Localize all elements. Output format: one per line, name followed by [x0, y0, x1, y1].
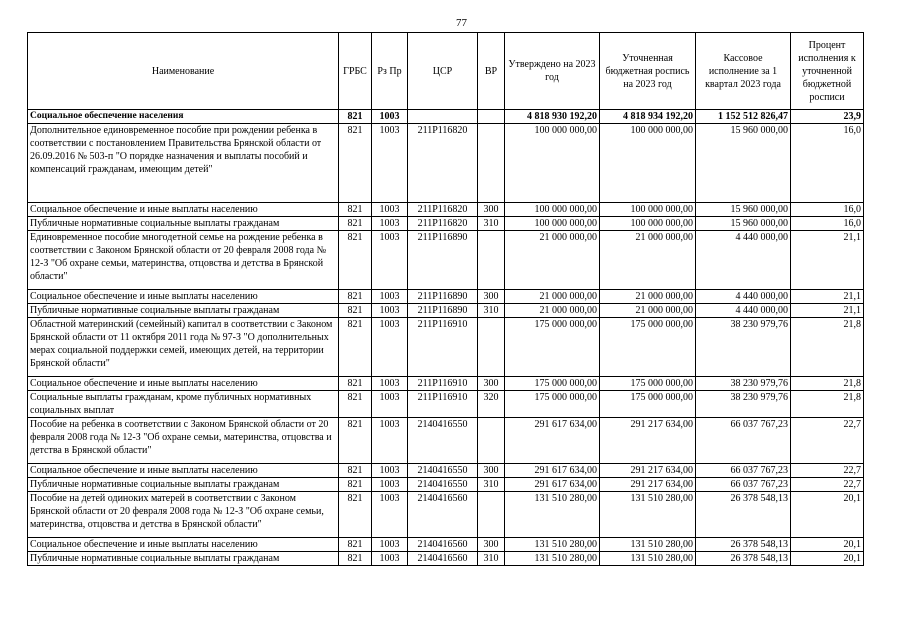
- cell-cash: 38 230 979,76: [696, 377, 791, 391]
- cell-approved: 175 000 000,00: [505, 318, 600, 377]
- cell-percent: 23,9: [791, 110, 864, 124]
- table-row: [28, 217, 864, 231]
- cell-approved: 100 000 000,00: [505, 124, 600, 203]
- cell-csr: 2140416560: [408, 492, 478, 538]
- header-csr: ЦСР: [408, 33, 478, 110]
- table-header-row: [28, 33, 864, 110]
- cell-rzpr: 1003: [372, 203, 408, 217]
- cell-vr: 310: [478, 552, 505, 566]
- cell-percent: 16,0: [791, 217, 864, 231]
- cell-cash: 1 152 512 826,47: [696, 110, 791, 124]
- cell-approved: 21 000 000,00: [505, 304, 600, 318]
- cell-grbs: 821: [339, 464, 372, 478]
- cell-refined: 100 000 000,00: [600, 217, 696, 231]
- cell-cash: 26 378 548,13: [696, 552, 791, 566]
- cell-rzpr: 1003: [372, 217, 408, 231]
- cell-grbs: 821: [339, 492, 372, 538]
- cell-rzpr: 1003: [372, 124, 408, 203]
- table-row: [28, 464, 864, 478]
- cell-refined: 21 000 000,00: [600, 304, 696, 318]
- cell-name: Социальное обеспечение и иные выплаты населению: [28, 377, 339, 391]
- cell-approved: 4 818 930 192,20: [505, 110, 600, 124]
- cell-rzpr: 1003: [372, 110, 408, 124]
- cell-approved: 100 000 000,00: [505, 217, 600, 231]
- cell-rzpr: 1003: [372, 304, 408, 318]
- cell-approved: 175 000 000,00: [505, 377, 600, 391]
- cell-csr: 2140416550: [408, 418, 478, 464]
- cell-name: Публичные нормативные социальные выплаты гражданам: [28, 552, 339, 566]
- cell-cash: 15 960 000,00: [696, 217, 791, 231]
- cell-name: Дополнительное единовременное пособие при рождении ребенка в соответствии с постановлением Правительства Брянской области от 26.09.2016 № 503-п "О порядке назначения и выплаты пособий и компенсаций гражданам, имеющим детей": [28, 124, 339, 203]
- cell-csr: [408, 110, 478, 124]
- table-row: [28, 290, 864, 304]
- table-row: [28, 110, 864, 124]
- cell-csr: 2140416560: [408, 552, 478, 566]
- cell-csr: 211P116910: [408, 318, 478, 377]
- cell-name: Социальное обеспечение и иные выплаты населению: [28, 203, 339, 217]
- cell-name: Публичные нормативные социальные выплаты гражданам: [28, 217, 339, 231]
- cell-percent: 16,0: [791, 124, 864, 203]
- cell-csr: 211P116910: [408, 391, 478, 418]
- cell-name: Публичные нормативные социальные выплаты гражданам: [28, 478, 339, 492]
- cell-percent: 21,8: [791, 318, 864, 377]
- cell-refined: 175 000 000,00: [600, 377, 696, 391]
- cell-grbs: 821: [339, 478, 372, 492]
- table-row: [28, 552, 864, 566]
- table-row: [28, 478, 864, 492]
- cell-cash: 4 440 000,00: [696, 290, 791, 304]
- budget-execution-table: [27, 32, 864, 566]
- table-row: [28, 231, 864, 290]
- table-row: [28, 391, 864, 418]
- cell-rzpr: 1003: [372, 418, 408, 464]
- cell-name: Пособие на ребенка в соответствии с Законом Брянской области от 20 февраля 2008 года № 12-З "Об охране семьи, материнства, отцовства и детства в Брянской области": [28, 418, 339, 464]
- cell-name: Социальное обеспечение и иные выплаты населению: [28, 464, 339, 478]
- cell-grbs: 821: [339, 110, 372, 124]
- cell-percent: 22,7: [791, 478, 864, 492]
- cell-name: Единовременное пособие многодетной семье на рождение ребенка в соответствии с Законом Брянской области от 20 февраля 2008 года № 12-З "Об охране семьи, материнства, отцовства и детства в Брянской области": [28, 231, 339, 290]
- cell-cash: 66 037 767,23: [696, 478, 791, 492]
- header-vr: ВР: [478, 33, 505, 110]
- cell-approved: 21 000 000,00: [505, 231, 600, 290]
- cell-csr: 2140416560: [408, 538, 478, 552]
- cell-rzpr: 1003: [372, 290, 408, 304]
- table-row: [28, 203, 864, 217]
- cell-vr: 310: [478, 304, 505, 318]
- cell-cash: 38 230 979,76: [696, 391, 791, 418]
- table-row: [28, 124, 864, 203]
- cell-vr: 300: [478, 203, 505, 217]
- cell-vr: [478, 418, 505, 464]
- cell-grbs: 821: [339, 538, 372, 552]
- cell-rzpr: 1003: [372, 492, 408, 538]
- cell-cash: 66 037 767,23: [696, 418, 791, 464]
- header-name: Наименование: [28, 33, 339, 110]
- cell-name: Пособие на детей одиноких матерей в соответствии с Законом Брянской области от 20 февраля 2008 года № 12-З "Об охране семьи, материнства, отцовства и детства в Брянской области": [28, 492, 339, 538]
- cell-csr: 211P116890: [408, 304, 478, 318]
- cell-refined: 291 217 634,00: [600, 418, 696, 464]
- cell-vr: [478, 231, 505, 290]
- cell-approved: 131 510 280,00: [505, 492, 600, 538]
- cell-grbs: 821: [339, 552, 372, 566]
- cell-name: Социальные выплаты гражданам, кроме публичных нормативных социальных выплат: [28, 391, 339, 418]
- cell-refined: 100 000 000,00: [600, 124, 696, 203]
- cell-csr: 211P116910: [408, 377, 478, 391]
- cell-csr: 2140416550: [408, 464, 478, 478]
- cell-vr: 310: [478, 217, 505, 231]
- cell-percent: 16,0: [791, 203, 864, 217]
- cell-rzpr: 1003: [372, 538, 408, 552]
- cell-grbs: 821: [339, 203, 372, 217]
- table-row: [28, 377, 864, 391]
- cell-csr: 211P116820: [408, 203, 478, 217]
- header-rzpr: Рз Пр: [372, 33, 408, 110]
- table-row: [28, 538, 864, 552]
- table-row: [28, 318, 864, 377]
- cell-rzpr: 1003: [372, 377, 408, 391]
- cell-percent: 22,7: [791, 418, 864, 464]
- page-number: 77: [456, 17, 467, 29]
- cell-grbs: 821: [339, 318, 372, 377]
- cell-approved: 291 617 634,00: [505, 464, 600, 478]
- cell-approved: 21 000 000,00: [505, 290, 600, 304]
- cell-refined: 21 000 000,00: [600, 231, 696, 290]
- cell-percent: 20,1: [791, 538, 864, 552]
- header-grbs: ГРБС: [339, 33, 372, 110]
- cell-grbs: 821: [339, 377, 372, 391]
- cell-percent: 21,1: [791, 290, 864, 304]
- cell-approved: 291 617 634,00: [505, 478, 600, 492]
- cell-cash: 26 378 548,13: [696, 538, 791, 552]
- cell-vr: 320: [478, 391, 505, 418]
- cell-approved: 131 510 280,00: [505, 538, 600, 552]
- cell-csr: 211P116890: [408, 231, 478, 290]
- cell-refined: 291 217 634,00: [600, 464, 696, 478]
- cell-vr: 300: [478, 377, 505, 391]
- cell-refined: 291 217 634,00: [600, 478, 696, 492]
- cell-csr: 211P116890: [408, 290, 478, 304]
- cell-rzpr: 1003: [372, 464, 408, 478]
- cell-cash: 4 440 000,00: [696, 231, 791, 290]
- cell-grbs: 821: [339, 304, 372, 318]
- cell-approved: 291 617 634,00: [505, 418, 600, 464]
- cell-grbs: 821: [339, 124, 372, 203]
- cell-csr: 211P116820: [408, 217, 478, 231]
- cell-refined: 4 818 934 192,20: [600, 110, 696, 124]
- cell-cash: 15 960 000,00: [696, 124, 791, 203]
- cell-percent: 20,1: [791, 552, 864, 566]
- cell-refined: 131 510 280,00: [600, 492, 696, 538]
- cell-percent: 21,1: [791, 304, 864, 318]
- cell-approved: 100 000 000,00: [505, 203, 600, 217]
- cell-refined: 175 000 000,00: [600, 391, 696, 418]
- cell-rzpr: 1003: [372, 552, 408, 566]
- cell-percent: 20,1: [791, 492, 864, 538]
- cell-name: Социальное обеспечение и иные выплаты населению: [28, 538, 339, 552]
- cell-rzpr: 1003: [372, 478, 408, 492]
- cell-rzpr: 1003: [372, 318, 408, 377]
- header-percent: Процент исполнения к уточненной бюджетной росписи: [791, 33, 864, 110]
- cell-vr: [478, 110, 505, 124]
- cell-csr: 2140416550: [408, 478, 478, 492]
- cell-cash: 4 440 000,00: [696, 304, 791, 318]
- cell-name: Социальное обеспечение населения: [28, 110, 339, 124]
- cell-grbs: 821: [339, 231, 372, 290]
- table-row: [28, 418, 864, 464]
- cell-approved: 131 510 280,00: [505, 552, 600, 566]
- cell-vr: [478, 318, 505, 377]
- cell-name: Областной материнский (семейный) капитал в соответствии с Законом Брянской области от 11 октября 2011 года № 97-З "О дополнительных мерах социальной поддержки семей, имеющих детей, на территории Брянской области": [28, 318, 339, 377]
- cell-cash: 15 960 000,00: [696, 203, 791, 217]
- header-refined: Уточненная бюджетная роспись на 2023 год: [600, 33, 696, 110]
- header-approved: Утверждено на 2023 год: [505, 33, 600, 110]
- header-cash: Кассовое исполнение за 1 квартал 2023 года: [696, 33, 791, 110]
- cell-grbs: 821: [339, 290, 372, 304]
- cell-csr: 211P116820: [408, 124, 478, 203]
- cell-grbs: 821: [339, 217, 372, 231]
- cell-refined: 131 510 280,00: [600, 538, 696, 552]
- cell-vr: 300: [478, 290, 505, 304]
- cell-vr: [478, 124, 505, 203]
- cell-rzpr: 1003: [372, 231, 408, 290]
- cell-percent: 21,8: [791, 391, 864, 418]
- cell-vr: 300: [478, 464, 505, 478]
- cell-percent: 21,1: [791, 231, 864, 290]
- cell-refined: 175 000 000,00: [600, 318, 696, 377]
- cell-percent: 21,8: [791, 377, 864, 391]
- cell-percent: 22,7: [791, 464, 864, 478]
- cell-name: Публичные нормативные социальные выплаты гражданам: [28, 304, 339, 318]
- table-row: [28, 492, 864, 538]
- cell-name: Социальное обеспечение и иные выплаты населению: [28, 290, 339, 304]
- cell-refined: 131 510 280,00: [600, 552, 696, 566]
- cell-refined: 100 000 000,00: [600, 203, 696, 217]
- cell-vr: [478, 492, 505, 538]
- cell-cash: 66 037 767,23: [696, 464, 791, 478]
- cell-grbs: 821: [339, 391, 372, 418]
- cell-rzpr: 1003: [372, 391, 408, 418]
- cell-vr: 310: [478, 478, 505, 492]
- cell-grbs: 821: [339, 418, 372, 464]
- table-row: [28, 304, 864, 318]
- cell-cash: 38 230 979,76: [696, 318, 791, 377]
- cell-refined: 21 000 000,00: [600, 290, 696, 304]
- cell-vr: 300: [478, 538, 505, 552]
- cell-approved: 175 000 000,00: [505, 391, 600, 418]
- cell-cash: 26 378 548,13: [696, 492, 791, 538]
